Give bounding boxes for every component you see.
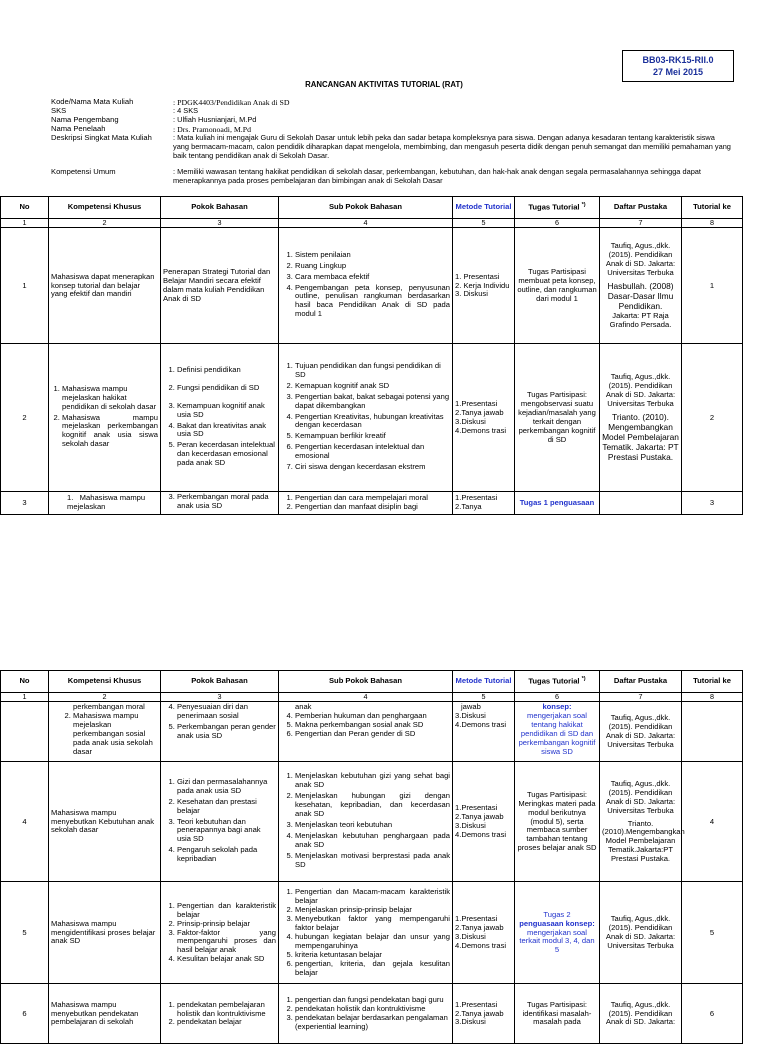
document-code: BB03-RK15-RII.0: [642, 55, 714, 65]
document-title: RANCANGAN AKTIVITAS TUTORIAL (RAT): [305, 80, 463, 89]
info-row: Deskripsi Singkat Mata Kuliah : Mata kuliah ini mengajak Guru di Sekolah Dasar untuk lebih peka dan sadar betapa kompleksnya para siswa. Dengan adanya kesadaran tentang karakteristik siswa yang bermacam-macam, calon pendidik diharapkan dapat mengelola, membimbing, dan mengasuh peserta didik dengan penuh semangat dan memiliki pemahaman yang baik tentang pendidikan anak di Sekolah Dasar.: [51, 133, 731, 160]
document-date: 27 Mei 2015: [652, 66, 704, 77]
table-header-row: No Kompetensi Khusus Pokok Bahasan Sub Pokok Bahasan Metode Tutorial Tugas Tutorial *) Daftar Pustaka Tutorial ke: [1, 197, 743, 219]
page-gap: [0, 540, 768, 658]
info-row: Nama Penelaah : Drs. Pramonoadi, M.Pd: [51, 124, 251, 135]
table-row: 5 Mahasiswa mampu mengidentifikasi proses belajar anak SD 1. Pengertian dan karakteristik belajar 2. Prinsip-prinsip belajar 3. Faktor-faktor yang mempengaruhi proses dan hasil belajar anak 4. Kesulitan belajar anak SD 1. Pengertian dan Macam-macam karakteristik belajar 2. Menjelaskan prinsip-prinsip belajar 3. Menyebutkan faktor yang mempengaruhi faktor belajar 4. hubungan kegiatan belajar dan unsur yang mempengaruhinya 5. kriteria ketuntasan belajar 6. pengertian, kriteria, dan gejala kesulitan belajar 1.Presentasi 2.Tanya jawab 3.Diskusi 4.Demons trasi Tugas 2 penguasaan konsep: mengerjakan soal terkait modul 3, 4, dan 5 Taufiq, Agus.,dkk.(2015). Pendidikan Anak di SD. Jakarta: Universitas Terbuka 5: [1, 882, 743, 984]
table-row: 6 Mahasiswa mampu menyebutkan pendekatan pembelajaran di sekolah 1. pendekatan pembelajaran holistik dan kontruktivisme 2. pendekatan belajar 1. pengertian dan fungsi pendekatan bagi guru 2. pendekatan holistik dan kontruktivisme 3. pendekatan belajar berdasarkan pengalaman (experiential learning) 1.Presentasi 2.Tanya jawab 3.Diskusi Tugas Partisipasi: identifikasi masalah-masalah pada Taufiq, Agus.,dkk.(2015). Pendidikan Anak di SD. Jakarta: 6: [1, 984, 743, 1044]
table-row: 1 Mahasiswa dapat menerapkan konsep tutorial dan belajar yang efektif dan mandiri Penerapan Strategi Tutorial dan Belajar Mandiri secara efektif dalam mata kuliah Pendidikan Anak di SD 1. Sistem penilaian 2. Ruang Lingkup 3. Cara membaca efektif 4. Pengembangan peta konsep, penyusunan outline, penulisan rangkuman berdasarkan hasil baca Pendidikan Anak di SD pada modul 1 1. Presentasi 2. Kerja Individu 3. Diskusi Tugas Partisipasi membuat peta konsep, outline, dan rangkuman dari modul 1 Taufiq, Agus.,dkk.(2015). Pendidikan Anak di SD. Jakarta: Universitas Terbuka Hasbullah. (2008) Dasar-Dasar Ilmu Pendidikan. Jakarta: PT Raja Grafindo Persada. 1: [1, 228, 743, 344]
column-number-row: 1 2 3 4 5 6 7 8: [1, 693, 743, 702]
info-row: Nama Pengembang : Ulfiah Husnianjari, M.Pd: [51, 115, 257, 125]
table-header-row: No Kompetensi Khusus Pokok Bahasan Sub Pokok Bahasan Metode Tutorial Tugas Tutorial *) Daftar Pustaka Tutorial ke: [1, 671, 743, 693]
info-row: SKS : 4 SKS: [51, 106, 199, 116]
table-row: 4 Mahasiswa mampu menyebutkan Kebutuhan anak sekolah dasar 1. Gizi dan permasalahannya pada anak usia SD 2. Kesehatan dan prestasi belajar 3. Teori kebutuhan dan penerapannya bagi anak usia SD 4. Pengaruh sekolah pada kepribadian 1. Menjelaskan kebutuhan gizi yang sehat bagi anak SD 2. Menjelaskan hubungan gizi dengan kesehatan, kepribadian, dan kecerdasan anak SD 3. Menjelaskan teori kebutuhan 4. Menjelaskan kebutuhan penghargaan pada anak SD 5. Menjelaskan motivasi berprestasi pada anak SD 1.Presentasi 2.Tanya jawab 3.Diskusi 4.Demons trasi Tugas Partisipasi: Meringkas materi pada modul berikutnya (modul 5), serta membaca sumber tambahan tentang proses belajar anak SD Taufiq, Agus.,dkk.(2015). Pendidikan Anak di SD. Jakarta: Universitas Terbuka Trianto.(2010).Mengembangkan Model Pembelajaran Tematik.Jakarta:PT Prestasi Pustaka. 4: [1, 762, 743, 882]
course-info: [51, 98, 731, 186]
info-row: Kode/Nama Mata Kuliah : PDGK4403/Pendidikan Anak di SD: [51, 97, 290, 107]
table-row: 3 1. Mahasiswa mampu mejelaskan 3. Perkembangan moral pada anak usia SD 1. Pengertian dan cara mempelajari moral 2. Pengertian dan manfaat disiplin bagi 1.Presentasi 2.Tanya Tugas 1 penguasaan 3: [1, 492, 743, 515]
table-row: perkembangan moral 2. Mahasiswa mampu mejelaskan perkembangan sosial pada anak usia sekolah dasar 4. Penyesuaian diri dan penerimaan sosial 5. Perkembangan peran gender anak usia SD anak 4. Pemberian hukuman dan penghargaan 5. Makna perkembangan sosial anak SD 6. Pengertian dan Peran gender di SD jawab 3.Diskusi 4.Demons trasi konsep: mengerjakan soal tentang hakikat pendidikan di SD dan perkembangan kognitif siswa SD Taufiq, Agus.,dkk.(2015). Pendidikan Anak di SD. Jakarta: Universitas Terbuka: [1, 702, 743, 762]
page-2: [0, 658, 768, 1031]
rat-table-page-1: [0, 196, 743, 515]
table-row: 2 1. Mahasiswa mampu mejelaskan hakikat pendidikan di sekolah dasar 2. Mahasiswa mampu mejelaskan perkembangan kognitif anak usia siswa sekolah dasar 1. Definisi pendidikan 2. Fungsi pendidikan di SD 3. Kemampuan kognitif anak usia SD 4. Bakat dan kreativitas anak usia SD 5. Peran kecerdasan intelektual dan kecerdasan emosional pada anak SD 1. Tujuan pendidikan dan fungsi pendidikan di SD 2. Kemapuan kognitif anak SD 3. Pengertian bakat, bakat sebagai potensi yang dapat dikembangkan 4. Pengertian Kreativitas, hubungan kreativitas dengan kecerdasan 5. Kemampuan berfikir kreatif 6. Pengertian kecerdasan intelektual dan emosional 7. Ciri siswa dengan kecerdasan ekstrem 1.Presentasi 2.Tanya jawab 3.Diskusi 4.Demons trasi Tugas Partisipasi: mengobservasi suatu kejadian/masalah yang terkait dengan perkembangan kognitif di SD Taufiq, Agus.,dkk.(2015). Pendidikan Anak di SD. Jakarta: Universitas Terbuka Trianto. (2010). Mengembangkan Model Pembelajaran Tematik. Jakarta: PT Prestasi Pustaka. 2: [1, 344, 743, 492]
column-number-row: 1 2 3 4 5 6 7 8: [1, 219, 743, 228]
info-row: Kompetensi Umum : Memiliki wawasan tentang hakikat pendidikan di sekolah dasar, perkembangan, kebutuhan, dan hak-hak anak dengan segala permasalahannya sehingga dapat menerapkannya pada proses pembelajaran dan bimbingan anak di Sekolah Dasar: [51, 167, 701, 186]
document-code-box: [622, 50, 734, 82]
rat-table-page-2: [0, 670, 743, 1044]
